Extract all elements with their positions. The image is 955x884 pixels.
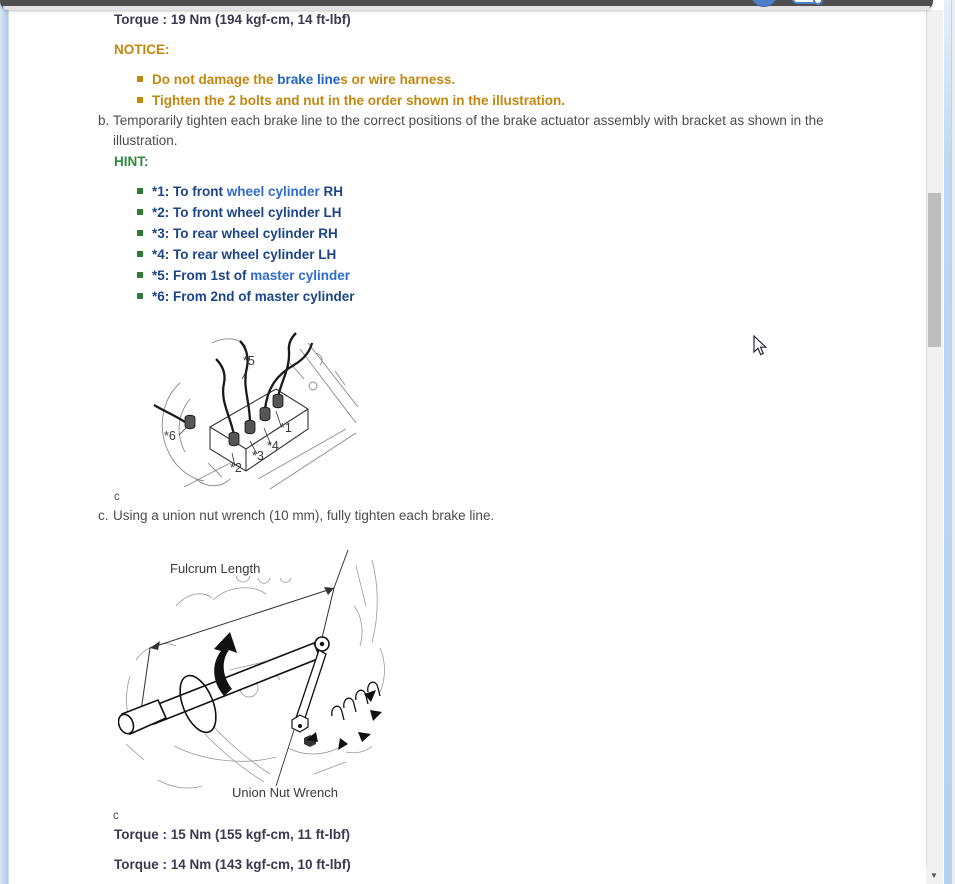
- union-nut-wrench-figure: [118, 548, 400, 808]
- torque-spec-15nm: Torque : 15 Nm (155 kgf-cm, 11 ft-lbf): [114, 827, 351, 842]
- window-right-border: [951, 0, 955, 884]
- hint-text: RH: [319, 184, 344, 199]
- brake-actuator-illustration: [150, 331, 360, 493]
- figure1-label-4: *4: [267, 439, 279, 453]
- hint-item: [137, 287, 355, 306]
- step-text: Using a union nut wrench (10 mm), fully tighten each brake line.: [113, 508, 495, 523]
- brake-actuator-figure: [150, 331, 360, 498]
- step-c: [98, 506, 718, 526]
- vertical-scrollbar-thumb[interactable]: [928, 193, 941, 347]
- right-edge-strip: [944, 0, 951, 884]
- union-nut-wrench-illustration: [118, 548, 400, 803]
- hint-text: *2: To front wheel cylinder LH: [152, 205, 342, 220]
- step-b: [98, 111, 872, 151]
- bullet-square-icon: [137, 188, 143, 194]
- hint-text: *5: From 1st of: [152, 268, 251, 283]
- brake-line-link[interactable]: brake line: [277, 72, 341, 87]
- bullet-square-icon: [137, 251, 143, 257]
- hint-item: [137, 224, 338, 243]
- hint-text: *4: To rear wheel cylinder LH: [152, 247, 337, 262]
- step-marker: b.: [98, 113, 110, 128]
- notice-item: [137, 70, 455, 89]
- figure1-label-1: *1: [280, 421, 292, 435]
- bullet-square-icon: [137, 76, 143, 82]
- notice-text: Tighten the 2 bolts and nut in the order shown in the illustration.: [152, 93, 566, 108]
- mouse-cursor: [752, 335, 769, 362]
- notice-text: s or wire harness.: [340, 72, 456, 87]
- figure1-label-5: *5: [243, 354, 255, 368]
- figure2-caption: c: [113, 810, 119, 822]
- notice-item: [137, 91, 565, 110]
- torque-spec-14nm: Torque : 14 Nm (143 kgf-cm, 10 ft-lbf): [114, 857, 351, 872]
- left-edge-strip: [0, 0, 9, 884]
- bullet-square-icon: [137, 293, 143, 299]
- figure1-caption: c: [114, 491, 120, 503]
- hint-item: [137, 182, 343, 201]
- hint-text: *3: To rear wheel cylinder RH: [152, 226, 338, 241]
- wheel-cylinder-link[interactable]: wheel cylinder: [226, 184, 320, 199]
- bullet-square-icon: [137, 97, 143, 103]
- hint-text: *6: From 2nd of master cylinder: [152, 289, 355, 304]
- figure1-label-3: *3: [252, 449, 264, 463]
- toolbar-band: [3, 6, 930, 10]
- hint-item: [137, 245, 336, 264]
- reader-search-lens-icon: [813, 0, 823, 5]
- bullet-square-icon: [137, 272, 143, 278]
- notice-heading: NOTICE:: [114, 42, 170, 57]
- figure1-label-6: *6: [164, 429, 176, 443]
- step-marker: c.: [98, 508, 109, 523]
- master-cylinder-link[interactable]: master cylinder: [250, 268, 351, 283]
- step-text: Temporarily tighten each brake line to the correct positions of the brake actuator assembly with bracket as shown in the illustration.: [113, 113, 824, 148]
- torque-spec-19nm: Torque : 19 Nm (194 kgf-cm, 14 ft-lbf): [114, 12, 351, 27]
- hint-item: [137, 266, 350, 285]
- bullet-square-icon: [137, 230, 143, 236]
- notice-text: Do not damage the: [152, 72, 278, 87]
- hint-heading: HINT:: [114, 154, 149, 169]
- figure1-label-2: *2: [230, 461, 242, 475]
- figure2-bottom-label: Union Nut Wrench: [232, 785, 338, 800]
- toolbar-bottom-sliver: [0, 0, 933, 10]
- hint-text: *1: To front: [152, 184, 227, 199]
- vertical-scrollbar-track[interactable]: [926, 10, 943, 884]
- bullet-square-icon: [137, 209, 143, 215]
- hint-item: [137, 203, 342, 222]
- scrollbar-down-button[interactable]: ▼: [926, 866, 942, 884]
- figure2-top-label: Fulcrum Length: [170, 561, 261, 576]
